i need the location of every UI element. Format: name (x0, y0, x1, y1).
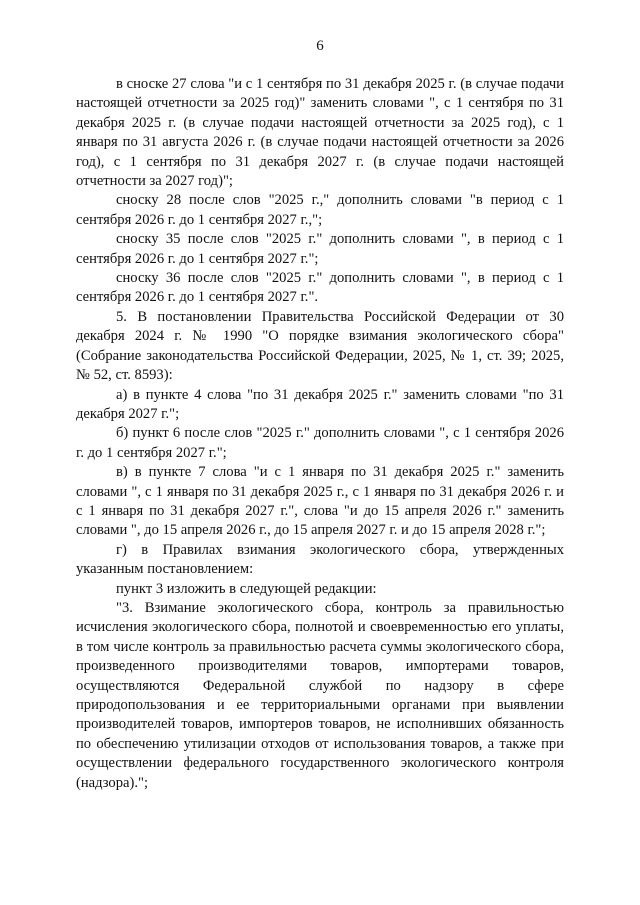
paragraph-subitem-a: а) в пункте 4 слова "по 31 декабря 2025 г." заменить словами "по 31 декабря 2027 г."; (76, 386, 564, 422)
paragraph-footnote-35: сноску 35 после слов "2025 г." дополнить словами ", в период с 1 сентября 2026 г. до 1 сентября 2027 г."; (76, 231, 564, 267)
paragraph-footnote-27: в сноске 27 слова "и с 1 сентября по 31 декабря 2025 г. (в случае подачи настоящей отчетности за 2025 год)" заменить словами ", с 1 сентября по 31 декабря 2025 г. (в случае подачи настоящей отчетности за 2025 год), с 1 января по 31 августа 2026 г. (в случае подачи настоящей отчетности за 2026 год), с 1 сентября по 31 декабря 2027 г. (в случае подачи настоящей отчетности за 2027 год)"; (76, 76, 564, 190)
page-number: 6 (316, 38, 324, 54)
paragraph-point-3-intro: пункт 3 изложить в следующей редакции: (116, 580, 377, 597)
paragraph-item-5: 5. В постановлении Правительства Российской Федерации от 30 декабря 2024 г. № 1990 "О порядке взимания экологического сбора" (Собрание законодательства Российской Федерации, 2025, № 1, ст. 39; 2025, № 52, ст. 8593): (76, 308, 564, 384)
paragraph-footnote-36: сноску 36 после слов "2025 г." дополнить словами ", в период с 1 сентября 2026 г. до 1 сентября 2027 г.". (76, 270, 564, 306)
paragraph-point-3-text: "3. Взимание экологического сбора, контроль за правильностью исчисления экологического сбора, полнотой и своевременностью его уплаты, в том числе контроль за правильностью расчета суммы экологического сбора, произведенного производителями товаров, импортерами товаров, осуществляются Федеральной службой по надзору в сфере природопользования и ее территориальными органами при выявлении производителей товаров, импортеров товаров, не исполнивших обязанность по обеспечению утилизации отходов от использования товаров, а также при осуществлении федерального государственного экологического контроля (надзора)."; (76, 599, 564, 791)
paragraph-subitem-g: г) в Правилах взимания экологического сбора, утвержденных указанным постановлением: (76, 541, 564, 578)
paragraph-subitem-b: б) пункт 6 после слов "2025 г." дополнить словами ", с 1 сентября 2026 г. до 1 сентября 2027 г."; (76, 425, 564, 461)
document-body (76, 75, 564, 793)
paragraph-subitem-v: в) в пункте 7 слова "и с 1 января по 31 декабря 2025 г." заменить словами ", с 1 января по 31 декабря 2025 г., с 1 января по 31 декабря 2026 г. и с 1 января по 31 декабря 2027 г.", слова "и до 15 апреля 2026 г." заменить словами ", до 15 апреля 2026 г., до 15 апреля 2027 г. и до 15 апреля 2028 г."; (76, 464, 564, 539)
paragraph-footnote-28: сноску 28 после слов "2025 г.," дополнить словами "в период с 1 сентября 2026 г. до 1 сентября 2027 г.,"; (76, 192, 564, 228)
